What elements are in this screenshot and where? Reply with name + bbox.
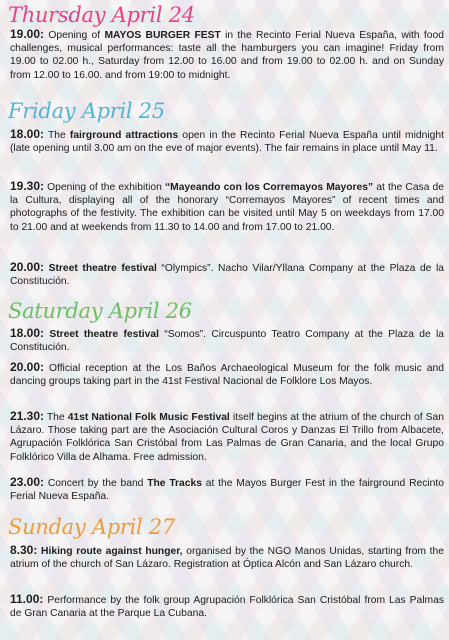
event-text: at the Casa de la Cultura, displaying all of the honorary “Corremayos Mayores” of recent times and photographs of the festivity. The exhibition can be visited until May 5 on weekdays from 17.00 to 21.00 and at weekends from 11.30 to 14.00 and from 17.00 to 21.00. — [10, 182, 444, 233]
event-text: Opening of the exhibition — [47, 182, 162, 193]
event-text: Opening of — [48, 30, 101, 41]
event-highlight: fairground attractions — [69, 130, 179, 141]
event-highlight: Street theatre festival — [48, 263, 157, 274]
event-highlight: MAYOS BURGER FEST — [104, 30, 221, 41]
event-text: “Somos”. Circuspunto Teatro Company at the Plaza de la Constitución. — [10, 329, 444, 354]
event-entry — [10, 361, 444, 388]
event-highlight: Street theatre festival — [49, 329, 159, 340]
event-time: 11.00: — [10, 592, 44, 606]
event-time: 19.30: — [10, 179, 45, 193]
event-text: “Olympics”. Nacho Vilar/Yllana Company at the Plaza de la Constitución. — [10, 263, 444, 288]
event-entry — [10, 410, 444, 464]
event-text: at the Mayos Burger Fest in the fairground Recinto Ferial Nueva España. — [10, 478, 444, 503]
event-time: 21.30: — [10, 409, 45, 423]
event-entry — [10, 180, 444, 234]
event-time: 19.00: — [10, 27, 45, 41]
event-text: itself begins at the atrium of the church of San Lázaro. Those taking part are the Asociación Cultural Coros y Danzas El Trillo from Albacete, Agrupación Folklórica San Cristóbal from Las Palmas de Gran Canaria, and the local Grupo Folklórico Villa de Alhama. Free admission. — [10, 412, 444, 463]
event-entry — [10, 261, 444, 288]
event-entry — [10, 544, 444, 571]
event-entry — [10, 327, 444, 354]
event-highlight: “Mayeando con los Corremayos Mayores” — [164, 182, 374, 193]
event-entry — [10, 28, 444, 82]
day-heading-saturday: Saturday April 26 — [8, 299, 192, 323]
event-time: 8.30: — [10, 543, 38, 557]
event-entry — [10, 593, 444, 620]
event-time: 23.00: — [10, 475, 45, 489]
event-time: 18.00: — [10, 326, 45, 340]
event-time: 20.00: — [10, 260, 45, 274]
event-text: The — [48, 130, 66, 141]
event-text: The — [46, 412, 65, 423]
event-text: organised by the NGO Manos Unidas, starting from the atrium of the church of San Lázaro. Registration at Óptica Alcón and San Lázaro church. — [10, 546, 444, 571]
event-time: 18.00: — [10, 127, 45, 141]
day-heading-sunday: Sunday April 27 — [8, 515, 175, 539]
event-highlight: The Tracks — [147, 478, 202, 489]
event-text: Official reception at the Los Baños Archaeological Museum for the folk music and dancing groups taking part in the 41st Festival Nacional de Folklore Los Mayos. — [10, 363, 444, 388]
day-heading-thursday: Thursday April 24 — [8, 3, 195, 27]
event-highlight: Hiking route against hunger, — [41, 546, 183, 557]
event-text: Concert by the band — [47, 478, 144, 489]
event-entry — [10, 128, 444, 155]
event-entry — [10, 476, 444, 503]
event-text: Performance by the folk group Agrupación Folklórica San Cristóbal from Las Palmas de Gran Canaria at the Parque La Cubana. — [10, 595, 444, 620]
event-text: in the Recinto Ferial Nueva España, with food challenges, musical performances: taste all the hamburgers you can imagine! Friday from 19.00 to 02.00 h., Saturday from 12.00 to 16.00 and from 19.00 to 02.00 h. and on Sunday from 12.00 to 16.00. and from 19:00 to midnight. — [10, 30, 444, 81]
event-highlight: 41st National Folk Music Festival — [67, 412, 230, 423]
event-time: 20.00: — [10, 360, 45, 374]
event-text: open in the Recinto Ferial Nueva España until midnight (late opening until 3.00 am on the eve of major events). The fair remains in place until May 11. — [10, 130, 444, 155]
day-heading-friday: Friday April 25 — [8, 99, 165, 123]
